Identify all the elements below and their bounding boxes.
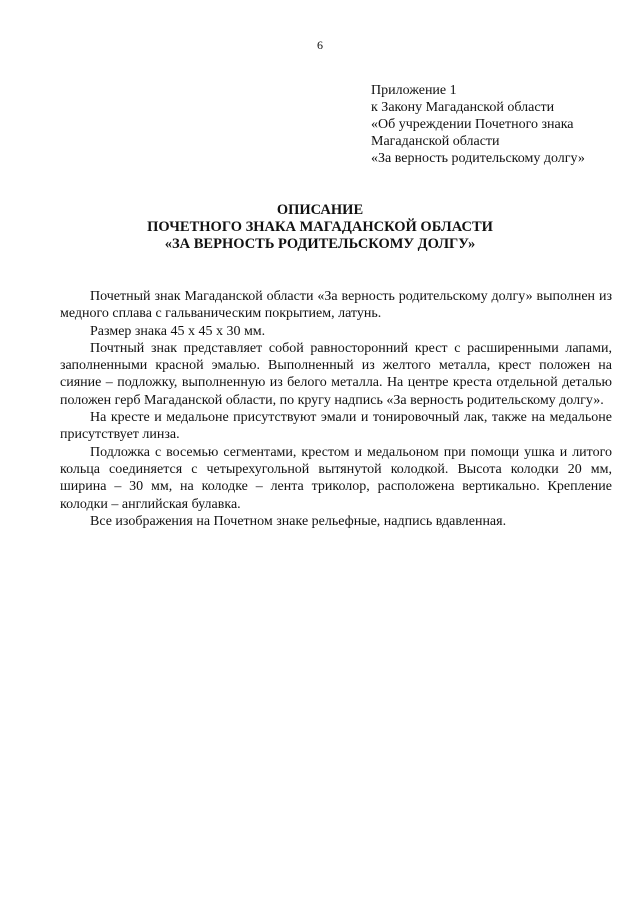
document-title	[60, 202, 580, 253]
body-paragraph: На кресте и медальоне присутствуют эмали и тонировочный лак, также на медальоне присутствует линза.	[60, 410, 612, 443]
body-paragraph: Размер знака 45 х 45 х 30 мм.	[90, 323, 266, 339]
body-paragraph: Почтный знак представляет собой равносторонний крест с расширенными лапами, заполненными красной эмалью. Выполненный из желтого металла, крест положен на сияние – подложку, выполненную из белого металла. На центре креста отдельной деталью положен герб Магаданской области, по кругу надпись «За верность родительскому долгу».	[60, 340, 612, 408]
appendix-line: к Закону Магаданской области	[371, 100, 555, 115]
appendix-line: Магаданской области	[371, 134, 500, 149]
title-line-1: ОПИСАНИЕ	[276, 202, 364, 218]
document-body	[60, 288, 612, 530]
appendix-reference	[371, 82, 631, 167]
title-line-2: ПОЧЕТНОГО ЗНАКА МАГАДАНСКОЙ ОБЛАСТИ	[147, 219, 493, 235]
appendix-line: Приложение 1	[371, 83, 457, 98]
appendix-line: «За верность родительскому долгу»	[371, 151, 585, 166]
title-line-3: «ЗА ВЕРНОСТЬ РОДИТЕЛЬСКОМУ ДОЛГУ»	[164, 236, 476, 252]
page-number: 6	[317, 38, 323, 52]
body-paragraph: Подложка с восемью сегментами, крестом и медальоном при помощи ушка и литого кольца соединяется с четырехугольной вытянутой колодкой. Высота колодки 20 мм, ширина – 30 мм, на колодке – лента триколор, расположена вертикально. Крепление колодки – английская булавка.	[60, 444, 612, 512]
body-paragraph: Все изображения на Почетном знаке рельефные, надпись вдавленная.	[90, 513, 507, 529]
body-paragraph: Почетный знак Магаданской области «За верность родительскому долгу» выполнен из медного сплава с гальваническим покрытием, латунь.	[60, 289, 612, 322]
appendix-line: «Об учреждении Почетного знака	[371, 117, 574, 132]
